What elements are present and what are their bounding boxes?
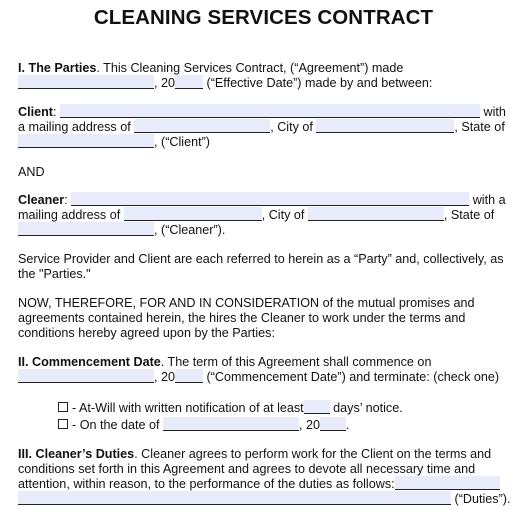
client-mailing-label: a mailing address of <box>18 120 135 134</box>
commencement-line-1 <box>18 354 431 370</box>
at-will-checkbox[interactable] <box>58 402 68 412</box>
duties-line-3-text: attention, within reason, to the performance of the duties as follows: <box>18 477 395 491</box>
cleaner-with: with a <box>469 193 506 207</box>
cleaner-state-field[interactable] <box>18 222 154 236</box>
parties-intro: . This Cleaning Services Contract, (“Agreement”) made <box>96 61 404 75</box>
end-year-field[interactable] <box>320 417 346 431</box>
client-line-2 <box>18 119 505 135</box>
client-state-label: , State of <box>454 120 505 134</box>
commencement-year-prefix: , 20 <box>154 370 176 384</box>
client-with: with <box>479 105 506 119</box>
option-end-date <box>58 417 350 433</box>
end-period: . <box>346 418 350 432</box>
client-line-1: Client: with <box>18 105 506 119</box>
commencement-tail: (“Commencement Date”) and terminate: (check one) <box>203 370 500 384</box>
end-year-prefix: , 20 <box>299 418 321 432</box>
cleaner-tag: , (“Cleaner”). <box>154 223 226 237</box>
consideration-1: NOW, THEREFORE, FOR AND IN CONSIDERATION of the mutual promises and <box>18 296 475 310</box>
cleaner-city-label: , City of <box>261 208 308 222</box>
cleaner-line-2 <box>18 207 494 223</box>
client-tag: , (“Client”) <box>154 135 210 149</box>
cleaner-line-1: Cleaner: with a <box>18 193 506 207</box>
end-date-checkbox[interactable] <box>58 419 68 429</box>
agreement-date-field[interactable] <box>18 75 154 89</box>
duties-field-1[interactable] <box>395 476 500 490</box>
option-at-will <box>58 400 403 416</box>
commencement-line-2 <box>18 369 499 385</box>
parties-text-1: Service Provider and Client are each referred to herein as a “Party” and, collectively, as <box>18 252 504 266</box>
client-name-field[interactable] <box>60 104 480 118</box>
commencement-date-field[interactable] <box>18 369 154 383</box>
commencement-text: . The term of this Agreement shall commence on <box>160 355 432 369</box>
cleaner-state-label: , State of <box>443 208 495 222</box>
duties-tag: (“Duties”). <box>451 492 511 506</box>
client-address-field[interactable] <box>134 119 270 133</box>
end-date-field[interactable] <box>163 417 299 431</box>
parties-line-2 <box>18 75 432 91</box>
client-line-3 <box>18 134 210 150</box>
parties-text-2: the "Parties." <box>18 267 91 281</box>
notice-days-field[interactable] <box>304 400 330 414</box>
agreement-year-field[interactable] <box>175 75 203 89</box>
commencement-year-field[interactable] <box>175 369 203 383</box>
cleaner-name-field[interactable] <box>71 192 469 206</box>
cleaner-label: Cleaner <box>18 193 65 207</box>
cleaner-city-field[interactable] <box>308 207 444 221</box>
client-city-field[interactable] <box>316 119 454 133</box>
duties-line-3 <box>18 476 500 492</box>
notice-days-label: days’ notice. <box>329 401 403 415</box>
duties-text: . Cleaner agrees to perform work for the Client on the terms and <box>134 447 492 461</box>
duties-line-1 <box>18 446 491 462</box>
duties-line-4 <box>18 491 510 507</box>
end-date-label: - On the date of <box>72 418 164 432</box>
parties-line-1 <box>18 60 403 76</box>
duties-line-2: conditions set forth in this Agreement and agrees to devote all necessary time and <box>18 462 476 476</box>
client-state-field[interactable] <box>18 134 154 148</box>
cleaner-mailing-label: mailing address of <box>18 208 124 222</box>
client-label: Client <box>18 105 53 119</box>
duties-field-2[interactable] <box>18 491 451 505</box>
effective-date-text: (“Effective Date”) made by and between: <box>203 76 433 90</box>
consideration-2: agreements contained herein, the hires the Cleaner to work under the terms and <box>18 311 466 325</box>
commencement-heading: II. Commencement Date <box>18 355 161 369</box>
consideration-3: conditions hereby agreed upon by the Parties: <box>18 326 275 340</box>
client-city-label: , City of <box>270 120 317 134</box>
and-text: AND <box>18 165 45 179</box>
at-will-label: - At-Will with written notification of at least <box>72 401 304 415</box>
parties-heading: I. The Parties <box>18 61 97 75</box>
cleaner-line-3 <box>18 222 225 238</box>
duties-heading: III. Cleaner’s Duties <box>18 447 135 461</box>
cleaner-address-field[interactable] <box>124 207 262 221</box>
year-prefix: , 20 <box>154 76 176 90</box>
contract-title: CLEANING SERVICES CONTRACT <box>93 6 434 29</box>
